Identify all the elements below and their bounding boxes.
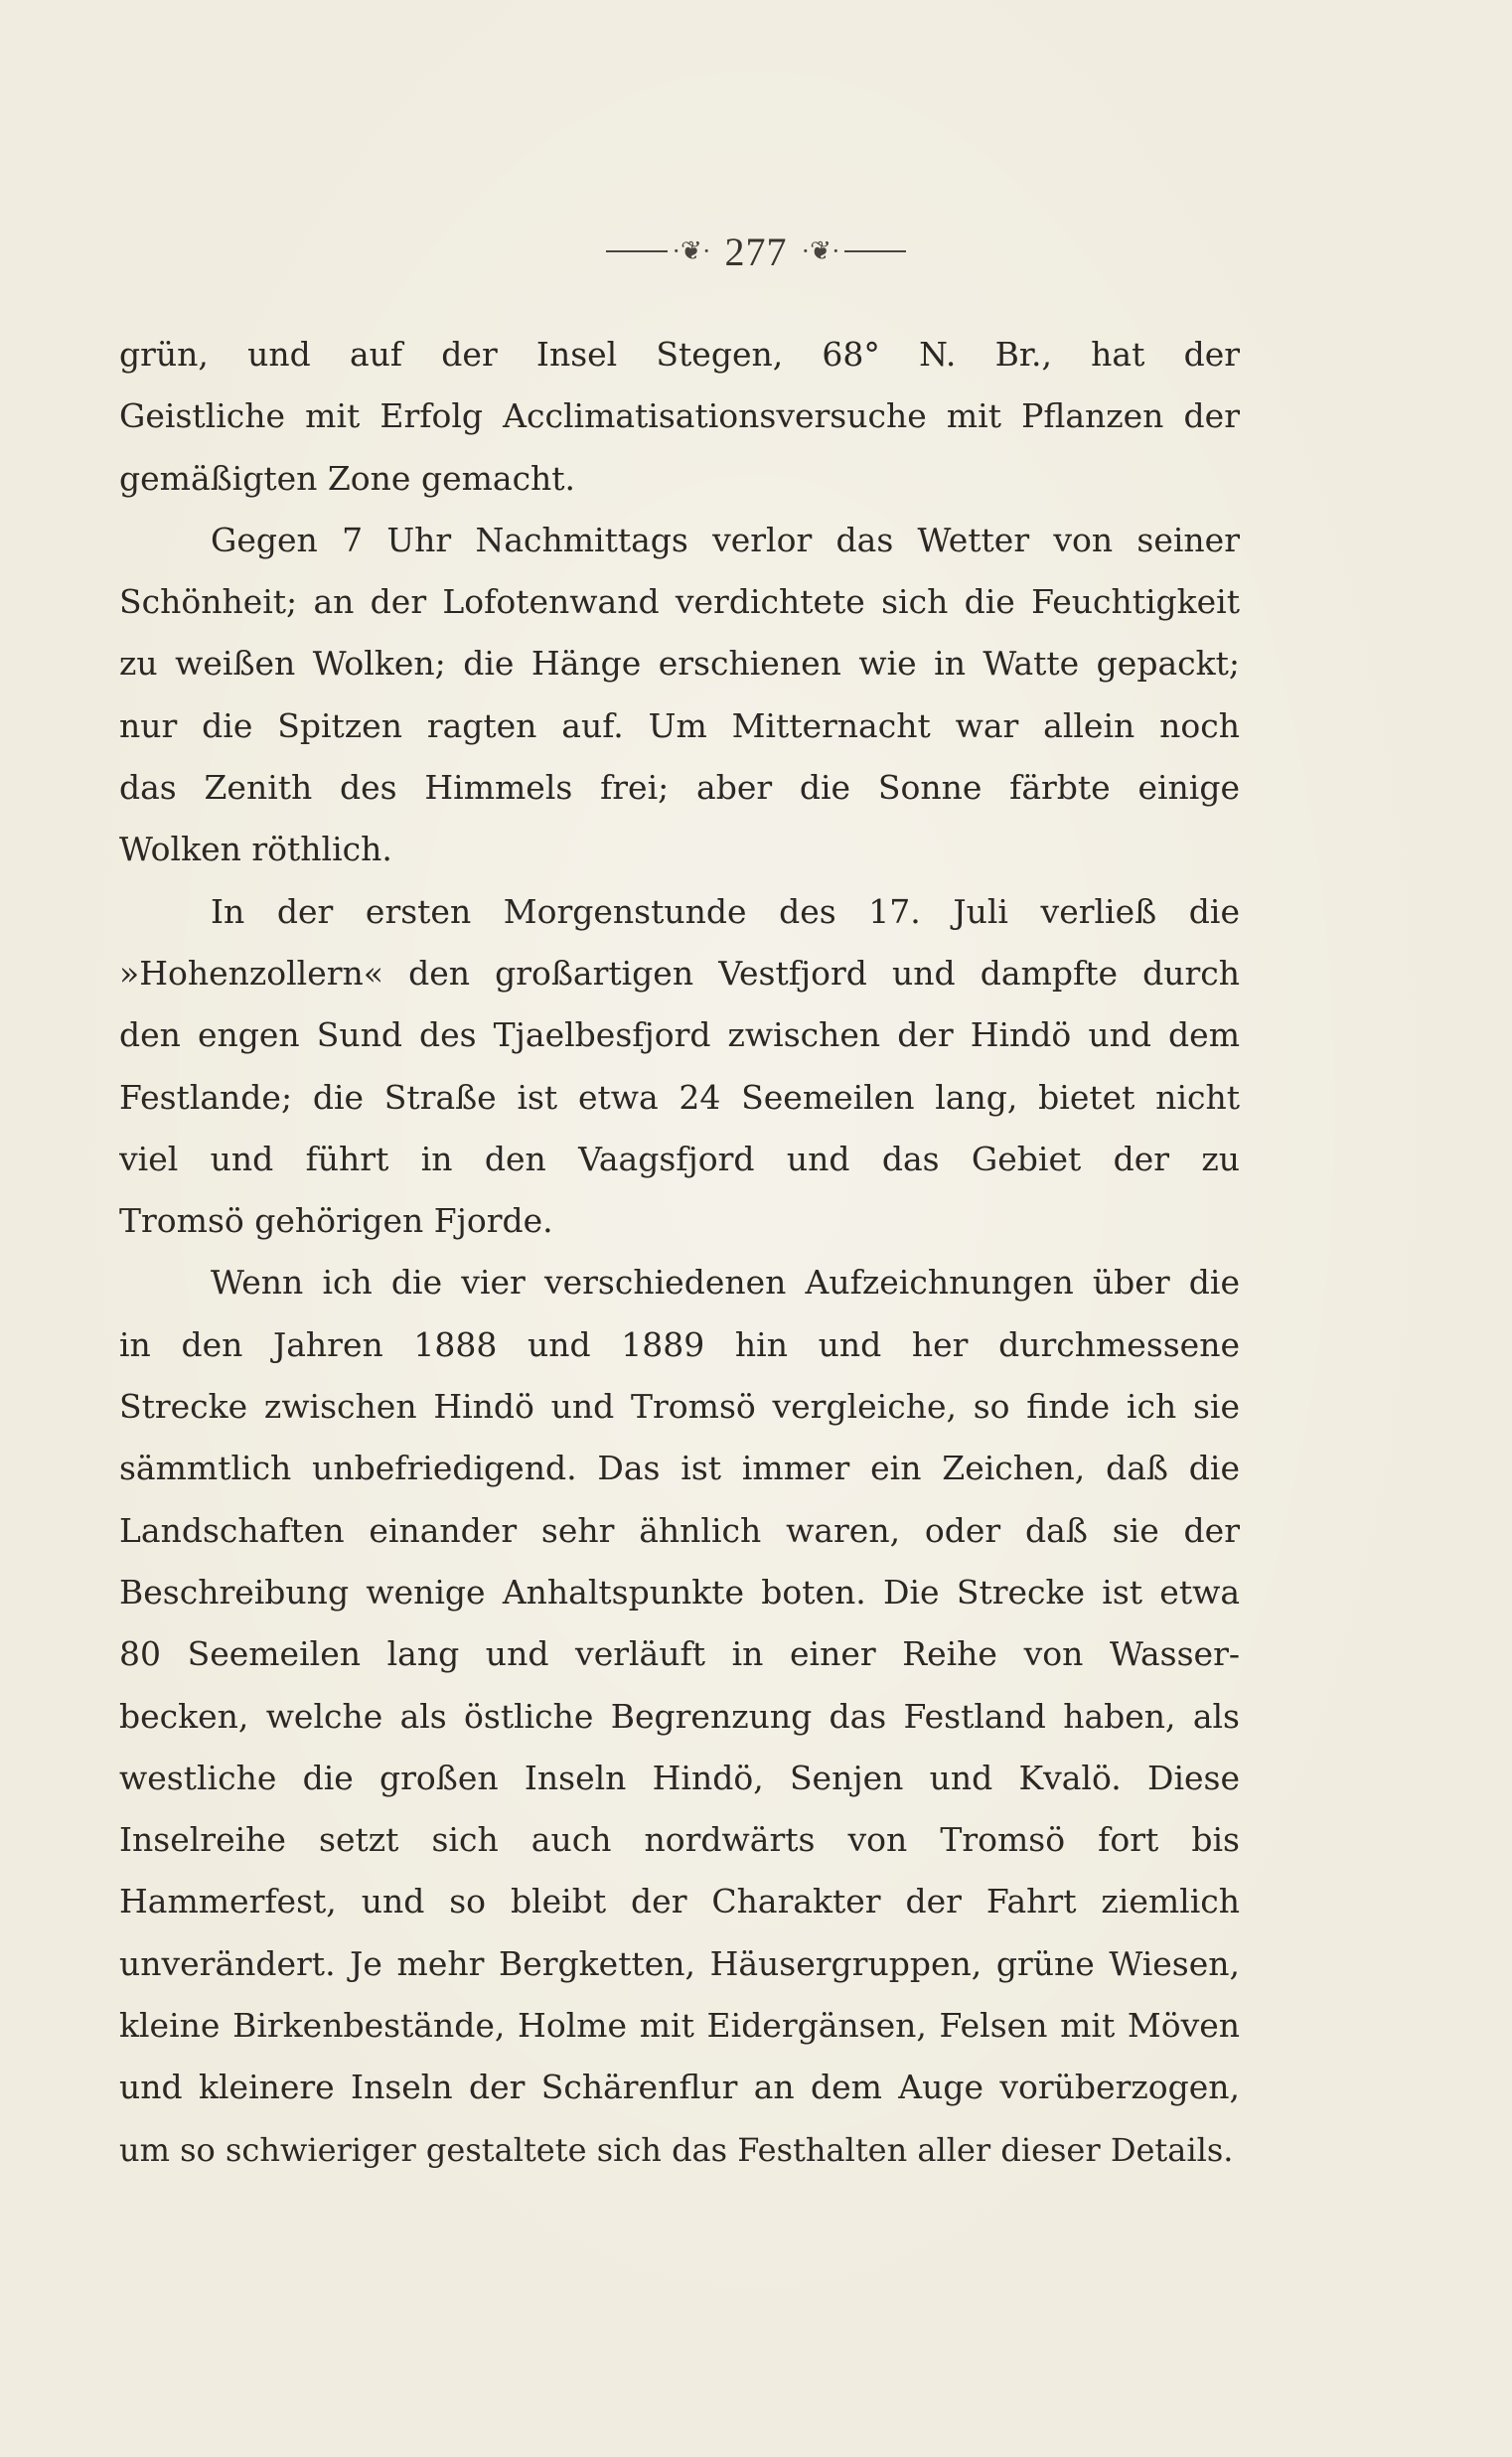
text-line: Festlande; die Straße ist etwa 24 Seemeilen lang, bietet nicht xyxy=(119,1077,1240,1117)
text-line: den engen Sund des Tjaelbesfjord zwischen der Hindö und dem xyxy=(119,1015,1240,1055)
text-line: Landschaften einander sehr ähnlich waren, oder daß sie der xyxy=(119,1510,1240,1550)
text-line: Hammerfest, und so bleibt der Charakter der Fahrt ziemlich xyxy=(119,1882,1240,1921)
page-number: 277 xyxy=(724,229,788,274)
text-line: um so schwieriger gestaltete sich das Festhalten aller dieser Details. xyxy=(119,2130,1234,2169)
header-ornament-left xyxy=(606,236,710,266)
text-line: und kleinere Inseln der Schärenflur an dem Auge vorüberzogen, xyxy=(119,2068,1240,2107)
ornament-rule-right xyxy=(844,250,906,252)
body-text xyxy=(119,324,1240,2181)
text-line: Tromsö gehörigen Fjorde. xyxy=(119,1201,553,1241)
text-line: sämmtlich unbefriedigend. Das ist immer ein Zeichen, daß die xyxy=(119,1449,1240,1488)
text-line: becken, welche als östliche Begrenzung das Festland haben, als xyxy=(119,1696,1240,1736)
text-line: nur die Spitzen ragten auf. Um Mitternacht war allein noch xyxy=(119,705,1240,745)
ornament-rule-left xyxy=(606,250,668,252)
text-line: in den Jahren 1888 und 1889 hin und her durchmessene xyxy=(119,1324,1240,1364)
text-line: grün, und auf der Insel Stegen, 68° N. Br., hat der xyxy=(119,335,1240,374)
text-line: das Zenith des Himmels frei; aber die Sonne färbte einige xyxy=(119,768,1240,808)
header-ornament-right xyxy=(802,236,906,266)
flourish-right-icon: ·❦· xyxy=(801,236,840,265)
flourish-left-icon: ·❦· xyxy=(672,236,711,265)
page-header xyxy=(0,227,1512,276)
text-line: unverändert. Je mehr Bergketten, Häusergruppen, grüne Wiesen, xyxy=(119,1943,1240,1983)
text-line: 80 Seemeilen lang und verläuft in einer Reihe von Wasser- xyxy=(119,1634,1240,1674)
text-line: Wolken röthlich. xyxy=(119,830,392,869)
text-line: Geistliche mit Erfolg Acclimatisationsversuche mit Pflanzen der xyxy=(119,396,1240,436)
text-line: Beschreibung wenige Anhaltspunkte boten. Die Strecke ist etwa xyxy=(119,1572,1240,1612)
text-line: Inselreihe setzt sich auch nordwärts von Tromsö fort bis xyxy=(119,1820,1240,1860)
text-line: kleine Birkenbestände, Holme mit Eidergänsen, Felsen mit Möven xyxy=(119,2006,1240,2046)
text-line: In der ersten Morgenstunde des 17. Juli verließ die xyxy=(211,891,1240,931)
text-line: Strecke zwischen Hindö und Tromsö vergleiche, so finde ich sie xyxy=(119,1387,1240,1427)
text-line: gemäßigten Zone gemacht. xyxy=(119,458,576,498)
text-line: Schönheit; an der Lofotenwand verdichtete sich die Feuchtigkeit xyxy=(119,582,1240,622)
text-line: Wenn ich die vier verschiedenen Aufzeichnungen über die xyxy=(211,1263,1240,1303)
text-line: zu weißen Wolken; die Hänge erschienen wie in Watte gepackt; xyxy=(119,644,1240,684)
text-line: »Hohenzollern« den großartigen Vestfjord und dampfte durch xyxy=(119,953,1240,993)
text-line: viel und führt in den Vaagsfjord und das Gebiet der zu xyxy=(119,1139,1240,1178)
text-line: westliche die großen Inseln Hindö, Senjen und Kvalö. Diese xyxy=(119,1758,1240,1797)
text-line: Gegen 7 Uhr Nachmittags verlor das Wetter von seiner xyxy=(211,520,1240,559)
